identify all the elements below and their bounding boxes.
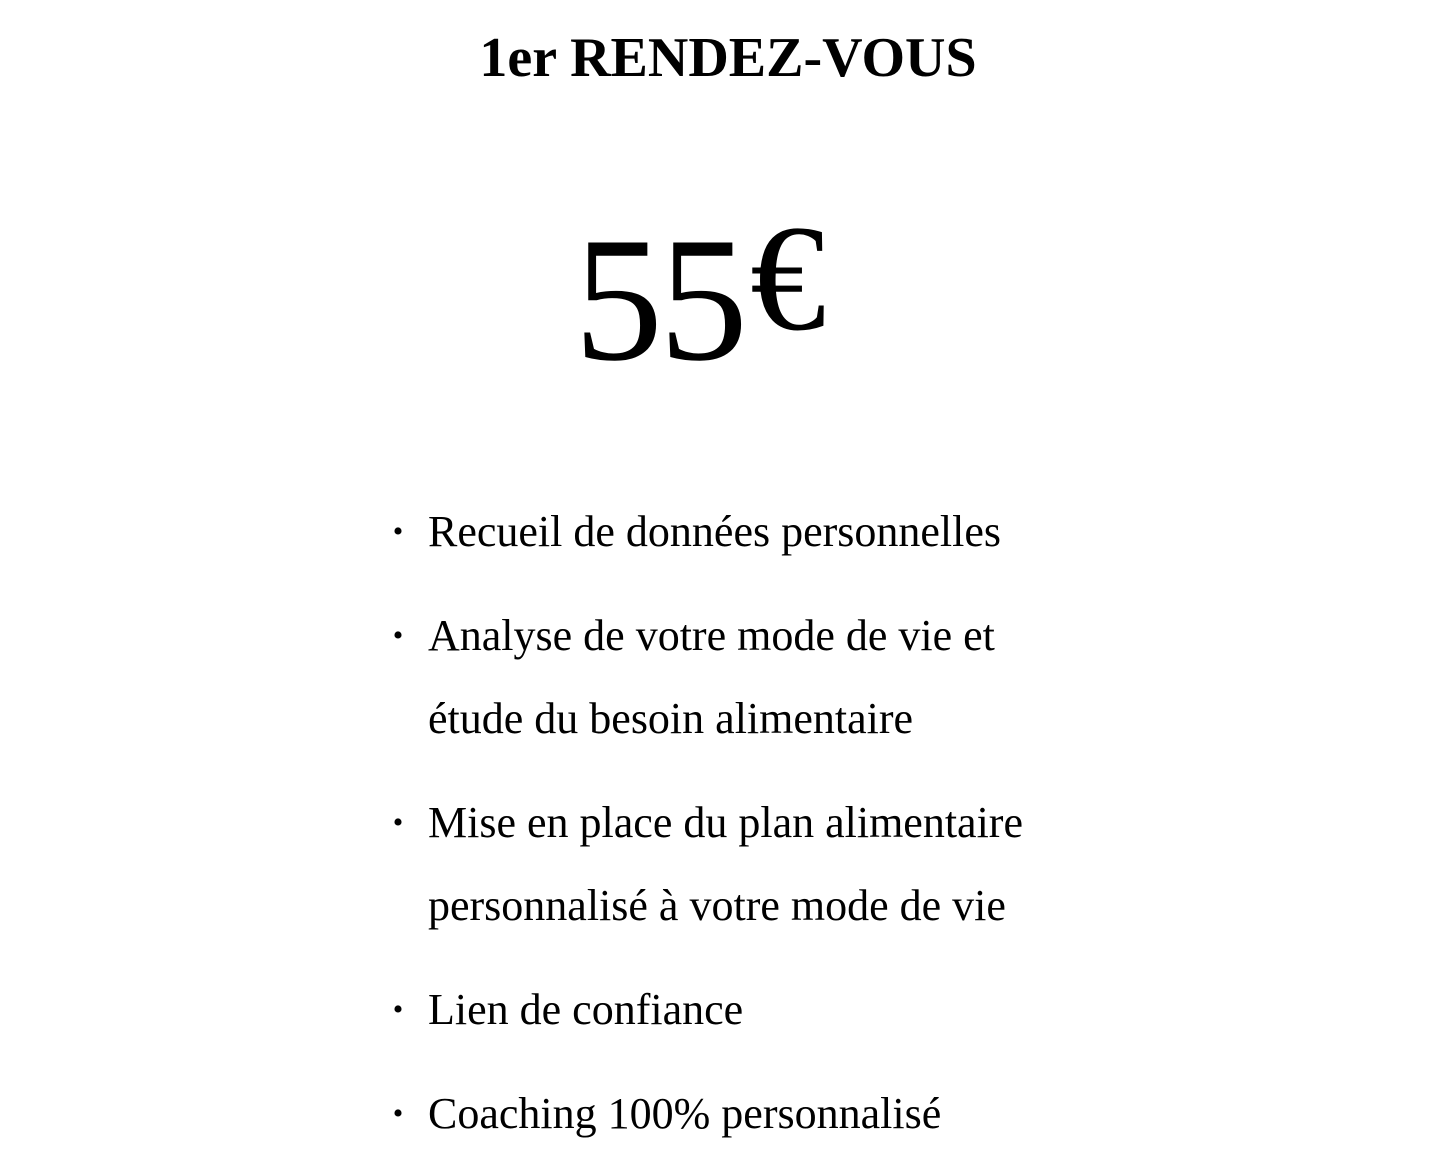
feature-text: Analyse de votre mode de vie et étude du besoin alimentaire bbox=[428, 611, 995, 743]
price bbox=[574, 194, 826, 400]
list-item bbox=[388, 490, 1088, 573]
price-amount: 55 bbox=[574, 200, 744, 398]
feature-list bbox=[388, 490, 1088, 1155]
list-item bbox=[388, 781, 1088, 947]
feature-text: Coaching 100% personnalisé bbox=[428, 1089, 942, 1138]
list-item bbox=[388, 594, 1088, 760]
feature-text: Mise en place du plan alimentaire personnalisé à votre mode de vie bbox=[428, 798, 1023, 930]
page-title: 1er RENDEZ-VOUS bbox=[479, 27, 977, 89]
bullet-icon: • bbox=[392, 619, 404, 652]
bullet-icon: • bbox=[392, 806, 404, 839]
bullet-icon: • bbox=[392, 1097, 404, 1130]
feature-text: Recueil de données personnelles bbox=[428, 507, 1002, 556]
bullet-icon: • bbox=[392, 515, 404, 548]
feature-text: Lien de confiance bbox=[428, 985, 744, 1034]
list-item bbox=[388, 1072, 1088, 1155]
bullet-icon: • bbox=[392, 993, 404, 1026]
price-currency: € bbox=[750, 194, 826, 362]
list-item bbox=[388, 968, 1088, 1051]
